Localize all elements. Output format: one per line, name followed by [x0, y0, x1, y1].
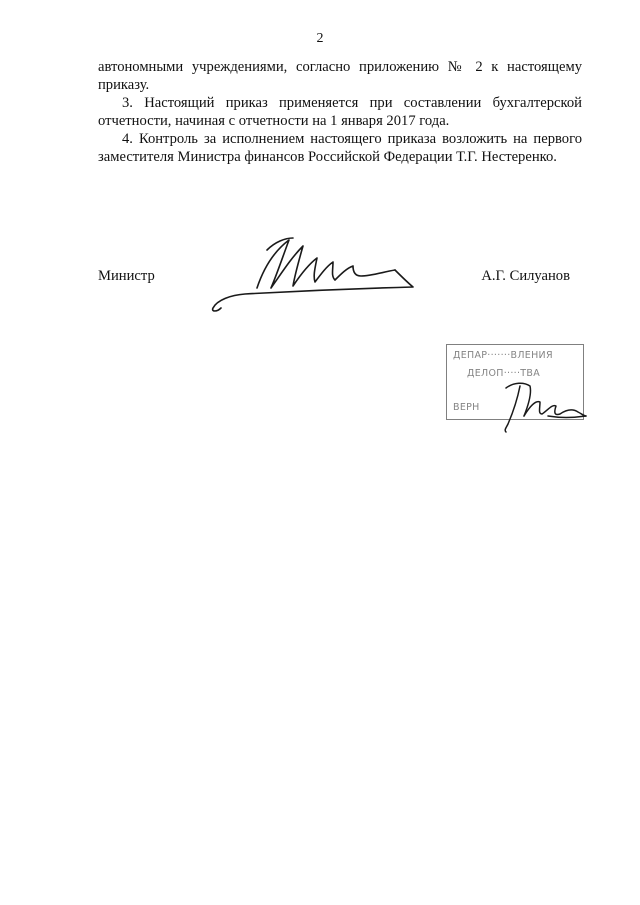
paragraph-continuation: автономными учреждениями, согласно приложению № 2 к настоящему приказу.: [98, 59, 582, 93]
stamp-line-1: ДЕПАР·······ВЛЕНИЯ: [453, 350, 553, 361]
stamp-signature: [488, 372, 588, 434]
page-number: 2: [316, 31, 324, 46]
stamp-line-3: ВЕРН: [453, 402, 480, 413]
handwritten-signature: [205, 230, 420, 320]
stamp-line-2: ДЕЛОП·····ТВА: [467, 368, 541, 379]
document-body: [98, 58, 582, 166]
paragraph-4: 4. Контроль за исполнением настоящего приказа возложить на первого заместителя Министра финансов Российской Федерации Т.Г. Нестеренко.: [98, 131, 582, 165]
signer-name: А.Г. Силуанов: [481, 268, 570, 284]
paragraph-3: 3. Настоящий приказ применяется при составлении бухгалтерской отчетности, начиная с отчетности на 1 января 2017 года.: [98, 95, 582, 129]
signer-position: Министр: [98, 268, 155, 284]
